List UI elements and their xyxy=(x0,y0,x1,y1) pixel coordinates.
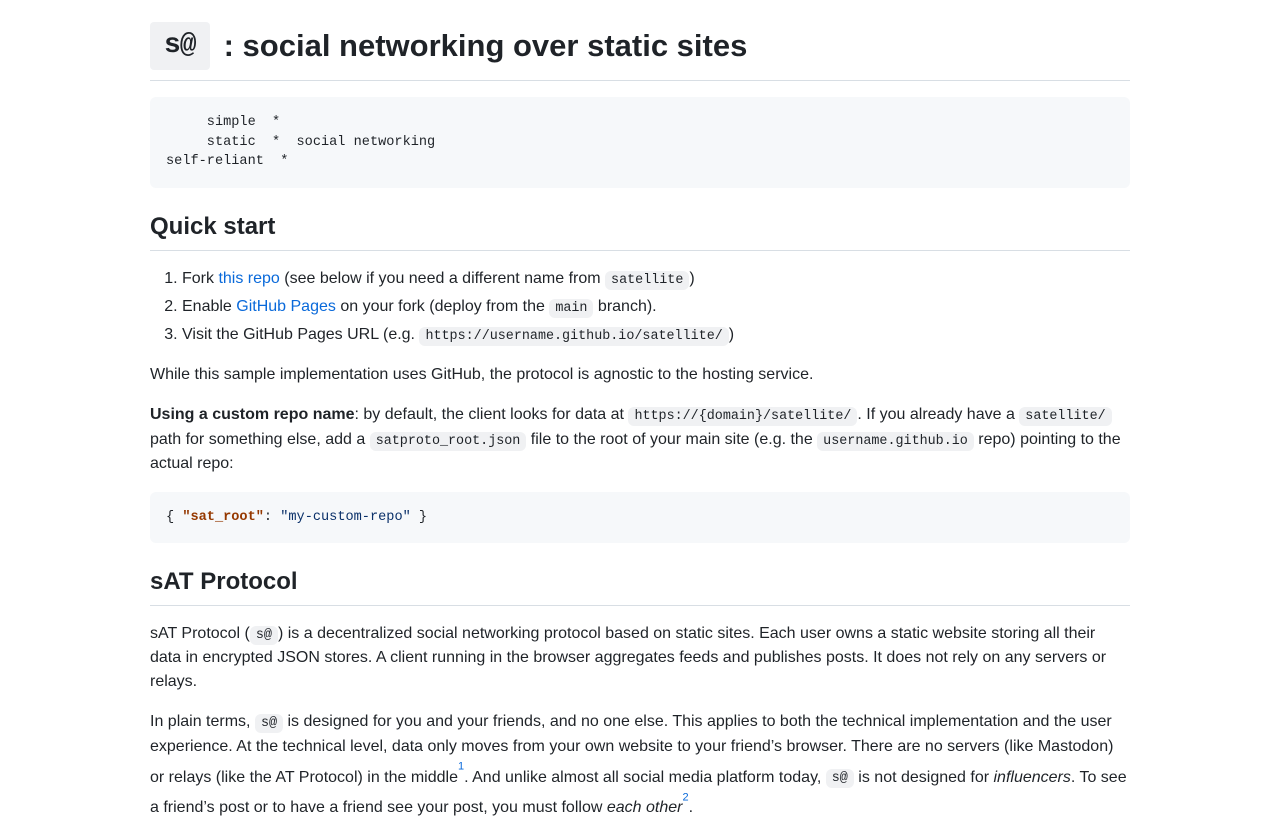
p1-part1: sAT Protocol ( xyxy=(150,625,250,643)
step-1-post: ) xyxy=(689,270,695,288)
code-pages-url: https://username.github.io/satellite/ xyxy=(419,327,728,346)
code-satat-inline-1: s@ xyxy=(250,626,278,645)
json-colon: : xyxy=(263,509,281,525)
link-this-repo[interactable]: this repo xyxy=(218,270,280,288)
step-2-mid: on your fork (deploy from the xyxy=(335,298,550,316)
json-key-sat-root: "sat_root" xyxy=(182,509,264,525)
code-satat-inline-3: s@ xyxy=(826,769,854,788)
p2-part2: is designed for you and your friends, and no one else. This applies to both the technical implementation and the user experience. At the technical level, data only moves from your own website to your friend’s browser. There are no servers (like Mastodon) or relays (like the AT Protocol) in the middle xyxy=(150,713,1114,786)
list-item xyxy=(182,267,1130,291)
hosting-note-paragraph: While this sample implementation uses GitHub, the protocol is agnostic to the hosting service. xyxy=(150,366,814,384)
custom-repo-part4: file to the root of your main site (e.g. the xyxy=(526,430,818,448)
step-2-pre: Enable xyxy=(182,298,237,316)
p2-part1: In plain terms, xyxy=(150,713,255,731)
step-2-post: branch). xyxy=(593,298,657,316)
step-1-mid: (see below if you need a different name from xyxy=(279,270,606,288)
json-value-repo: "my-custom-repo" xyxy=(280,509,411,525)
sat-protocol-paragraph-2 xyxy=(150,710,1130,820)
code-satat-inline-2: s@ xyxy=(255,714,283,733)
custom-repo-part1: : by default, the client looks for data at xyxy=(354,406,629,424)
p2-part5: . To see a friend’s post or to have a friend see your post, you must follow xyxy=(150,768,1127,817)
link-github-pages[interactable]: GitHub Pages xyxy=(236,298,336,316)
custom-repo-part5: repo) pointing to the actual repo: xyxy=(150,430,1121,472)
step-3-post: ) xyxy=(728,326,735,344)
custom-repo-label: Using a custom repo name xyxy=(150,406,355,424)
json-example-codeblock xyxy=(150,492,1130,544)
section-heading-quick-start: Quick start xyxy=(150,212,1130,251)
p2-part6: . xyxy=(688,799,694,817)
emphasis-influencers: influencers xyxy=(993,768,1071,786)
quick-start-steps xyxy=(150,267,1130,347)
code-domain-satellite: https://{domain}/satellite/ xyxy=(628,407,857,426)
document-page xyxy=(150,0,1130,820)
emphasis-each-other: each other xyxy=(606,799,683,817)
p2-part4: is not designed for xyxy=(853,768,994,786)
code-username-github-io: username.github.io xyxy=(817,432,974,451)
page-title xyxy=(150,22,1130,81)
code-main-branch: main xyxy=(549,299,593,318)
ascii-banner-codeblock xyxy=(150,97,1130,188)
sat-protocol-paragraph-1 xyxy=(150,622,1130,694)
json-open-brace: { xyxy=(166,509,183,525)
p2-part3: . And unlike almost all social media platform today, xyxy=(464,768,826,786)
banner-line-1: simple * xyxy=(166,115,281,130)
page-title-text: : social networking over static sites xyxy=(223,27,748,63)
step-3-pre: Visit the GitHub Pages URL (e.g. xyxy=(182,326,420,344)
footnote-link-1[interactable]: 1 xyxy=(457,760,465,773)
custom-repo-part3: path for something else, add a xyxy=(150,430,370,448)
satat-logo: s@ xyxy=(150,22,210,70)
banner-line-3: self-reliant * xyxy=(166,154,289,170)
custom-repo-part2: . If you already have a xyxy=(857,406,1020,424)
step-1-pre: Fork xyxy=(182,270,219,288)
code-satellite: satellite xyxy=(605,271,689,290)
json-close-brace: } xyxy=(410,509,428,525)
list-item xyxy=(182,323,1130,347)
banner-line-2: static * social networking xyxy=(166,134,436,150)
footnote-link-2[interactable]: 2 xyxy=(682,791,689,804)
list-item xyxy=(182,295,1130,319)
code-satproto-root-json: satproto_root.json xyxy=(370,432,527,451)
code-satellite-path: satellite/ xyxy=(1019,407,1111,426)
section-heading-sat-protocol: sAT Protocol xyxy=(150,567,1130,606)
custom-repo-paragraph xyxy=(150,403,1130,475)
p1-part2: ) is a decentralized social networking protocol based on static sites. Each user owns a static website storing all their data in encrypted JSON stores. A client running in the browser aggregates feeds and publishes posts. It does not rely on any servers or relays. xyxy=(150,625,1107,691)
